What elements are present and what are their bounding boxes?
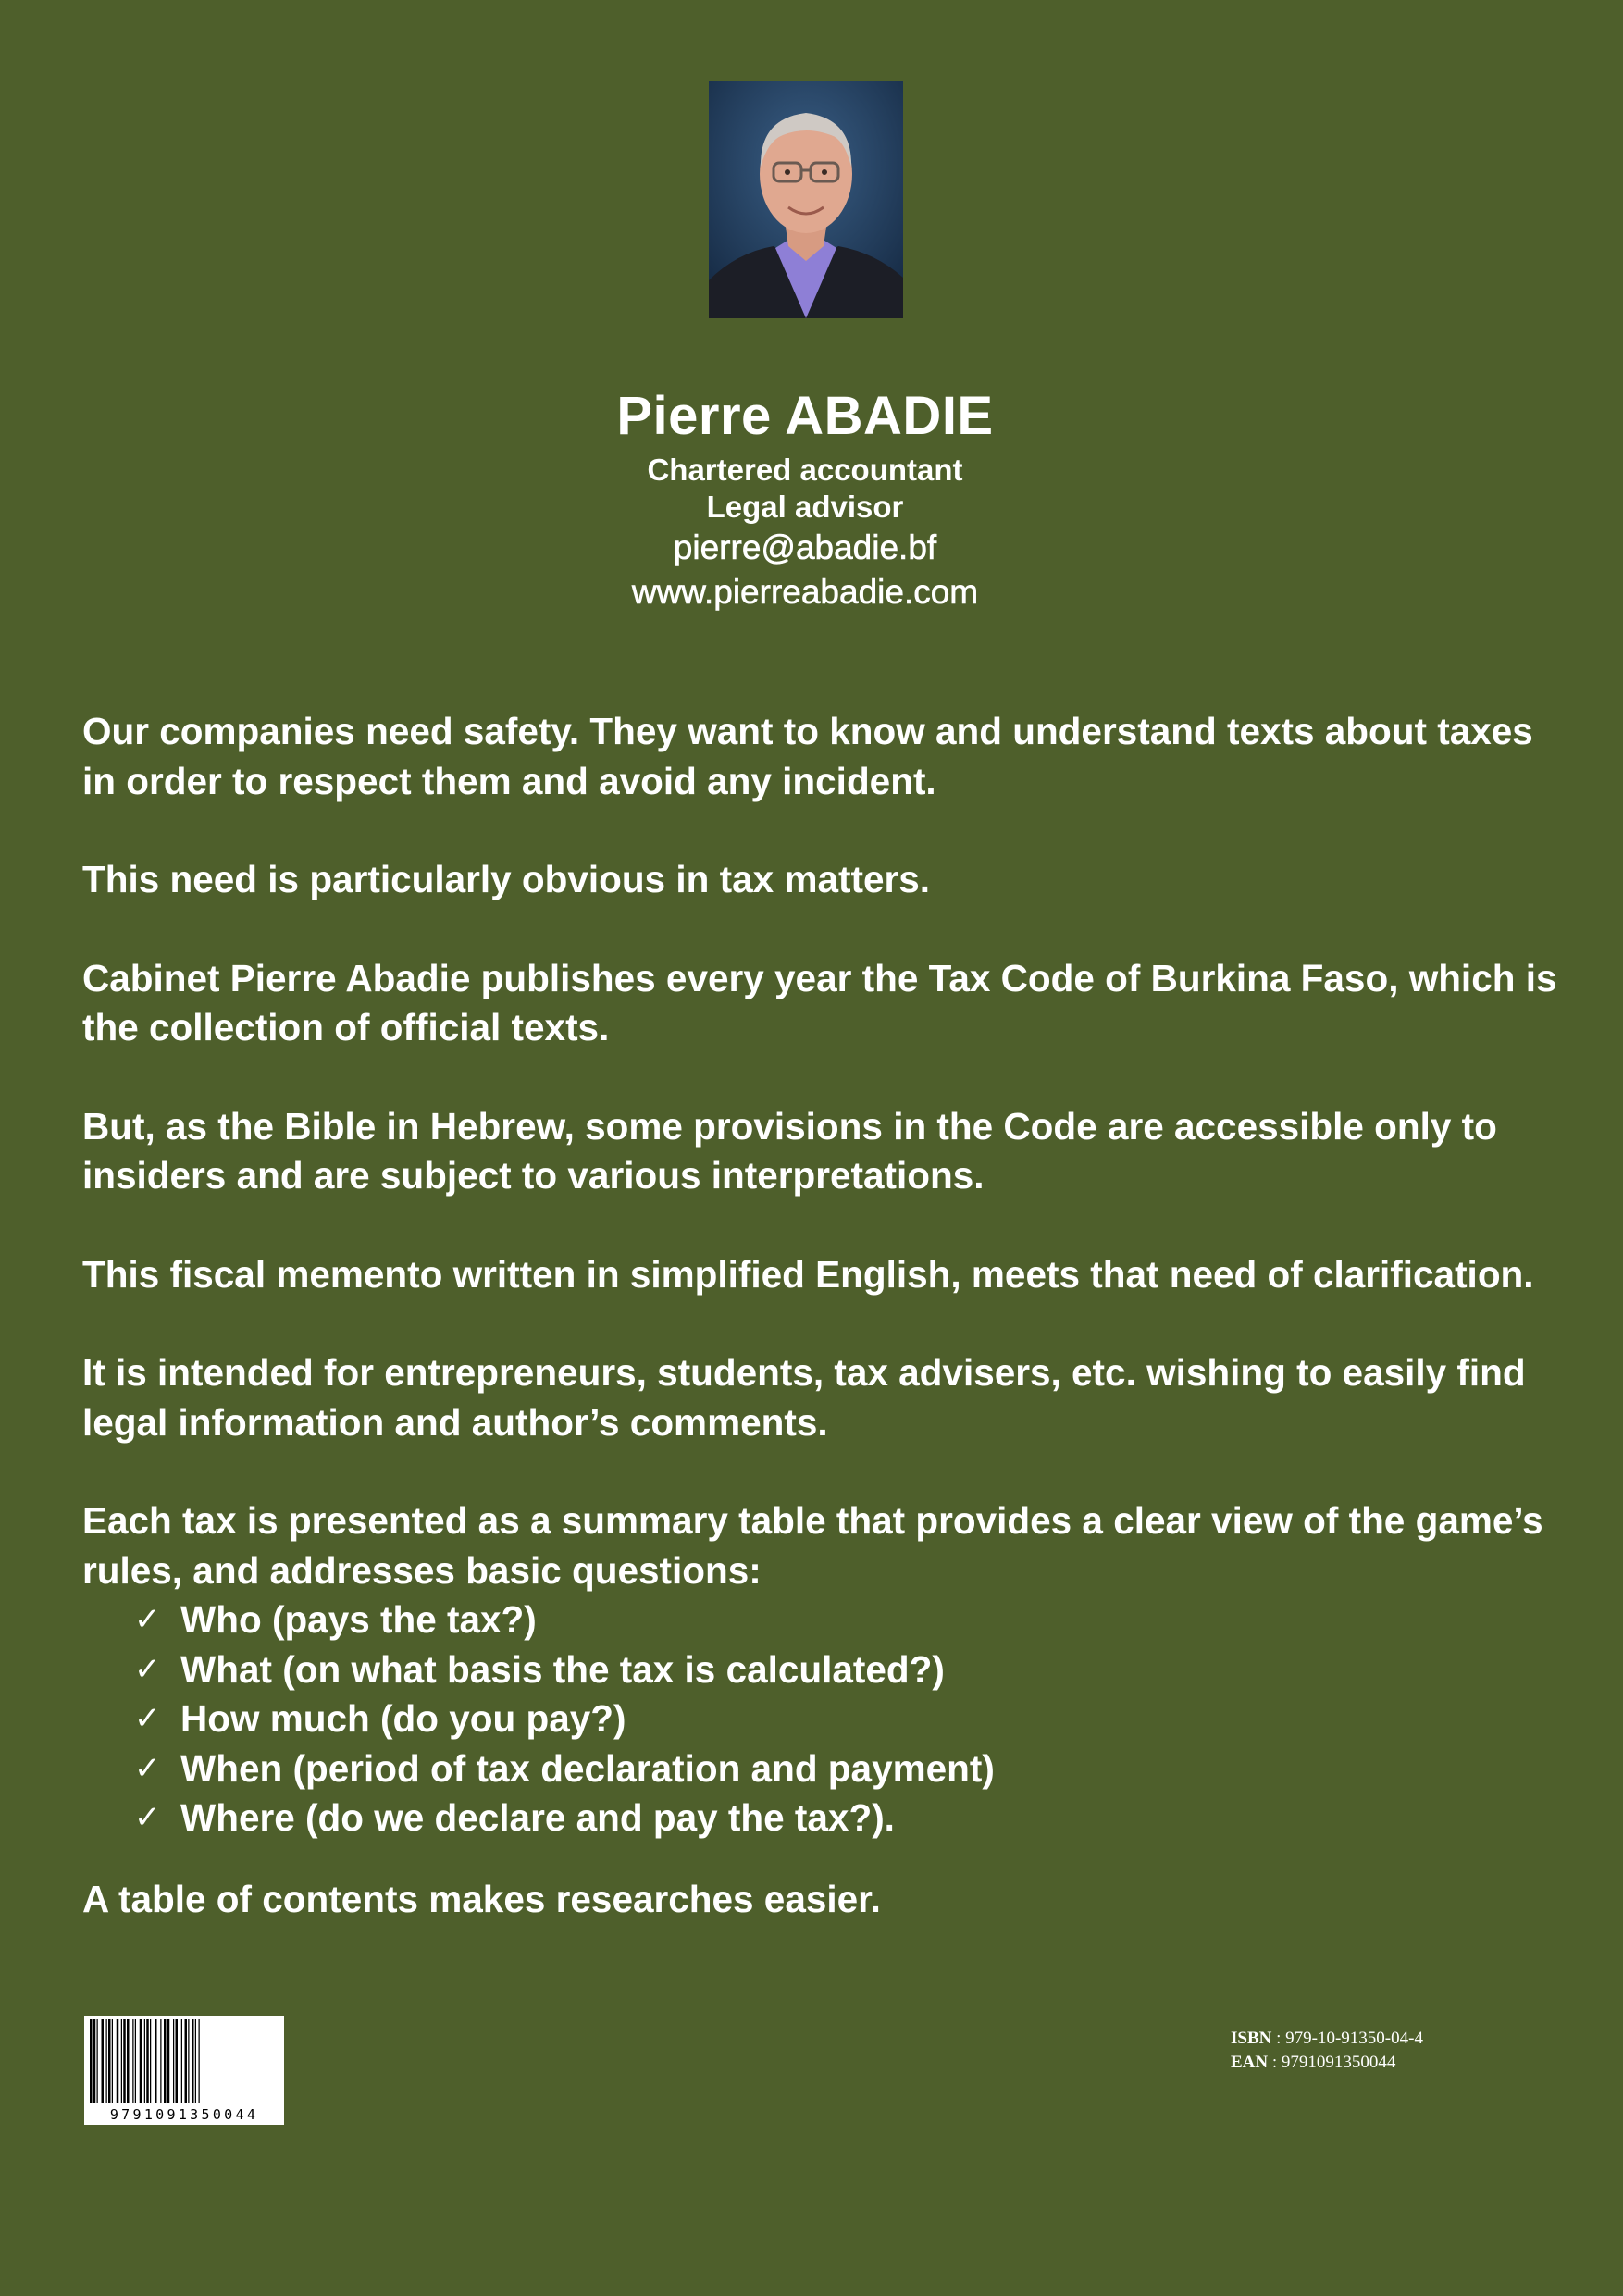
blurb (82, 707, 1572, 1924)
checklist-item-label: Where (do we declare and pay the tax?). (180, 1796, 895, 1839)
author-title: Chartered accountant (647, 453, 963, 487)
barcode-digits: 9791091350044 (84, 2104, 284, 2125)
author-email: pierre@abadie.bf (673, 528, 937, 566)
blurb-paragraph: Cabinet Pierre Abadie publishes every year the Tax Code of Burkina Faso, which is the collection of official texts. (82, 956, 1557, 1049)
checklist-item-label: Who (pays the tax?) (180, 1598, 537, 1641)
question-checklist (82, 1595, 1572, 1843)
checkmark-icon: ✓ (134, 1700, 161, 1737)
checklist-item-label: When (period of tax declaration and payment) (180, 1746, 995, 1790)
checkmark-icon: ✓ (134, 1749, 161, 1787)
ean-label: EAN (1231, 2053, 1269, 2072)
checkmark-icon: ✓ (134, 1799, 161, 1836)
checkmark-icon: ✓ (134, 1650, 161, 1688)
checkmark-icon: ✓ (134, 1601, 161, 1638)
checklist-item (134, 1645, 1572, 1695)
closing-line: A table of contents makes researches easier. (82, 1877, 881, 1920)
ean-value: : 9791091350044 (1268, 2053, 1396, 2072)
isbn-label: ISBN (1231, 2029, 1272, 2048)
blurb-paragraph: But, as the Bible in Hebrew, some provisions in the Code are accessible only to insiders and are subject to various interpretations. (82, 1104, 1497, 1197)
author-photo (709, 81, 903, 318)
checklist-item (134, 1744, 1572, 1794)
blurb-paragraph: This need is particularly obvious in tax matters. (82, 858, 931, 900)
author-role: Legal advisor (706, 490, 904, 524)
checklist-item-label: What (on what basis the tax is calculated?) (180, 1647, 945, 1691)
checklist-item (134, 1793, 1572, 1843)
ean-line (1231, 2051, 1423, 2075)
author-name: Pierre ABADIE (616, 386, 994, 446)
identifiers (1231, 2027, 1423, 2075)
barcode (84, 2016, 284, 2125)
author-website: www.pierreabadie.com (631, 573, 979, 611)
author-info (0, 381, 1610, 614)
barcode-bars-icon (84, 2016, 284, 2104)
isbn-value: : 979-10-91350-04-4 (1271, 2029, 1423, 2048)
checklist-item-label: How much (do you pay?) (180, 1697, 626, 1740)
blurb-paragraph: This fiscal memento written in simplified English, meets that need of clarification. (82, 1252, 1534, 1296)
checklist-item (134, 1595, 1572, 1645)
isbn-line (1231, 2027, 1423, 2051)
blurb-paragraph: Our companies need safety. They want to know and understand texts about taxes in order to respect them and avoid any incident. (82, 710, 1533, 802)
blurb-paragraph: Each tax is presented as a summary table that provides a clear view of the game’s rules, and addresses basic questions: (82, 1499, 1543, 1592)
checklist-item (134, 1694, 1572, 1744)
blurb-paragraph: It is intended for entrepreneurs, students, tax advisers, etc. wishing to easily find legal information and author’s comments. (82, 1351, 1526, 1444)
